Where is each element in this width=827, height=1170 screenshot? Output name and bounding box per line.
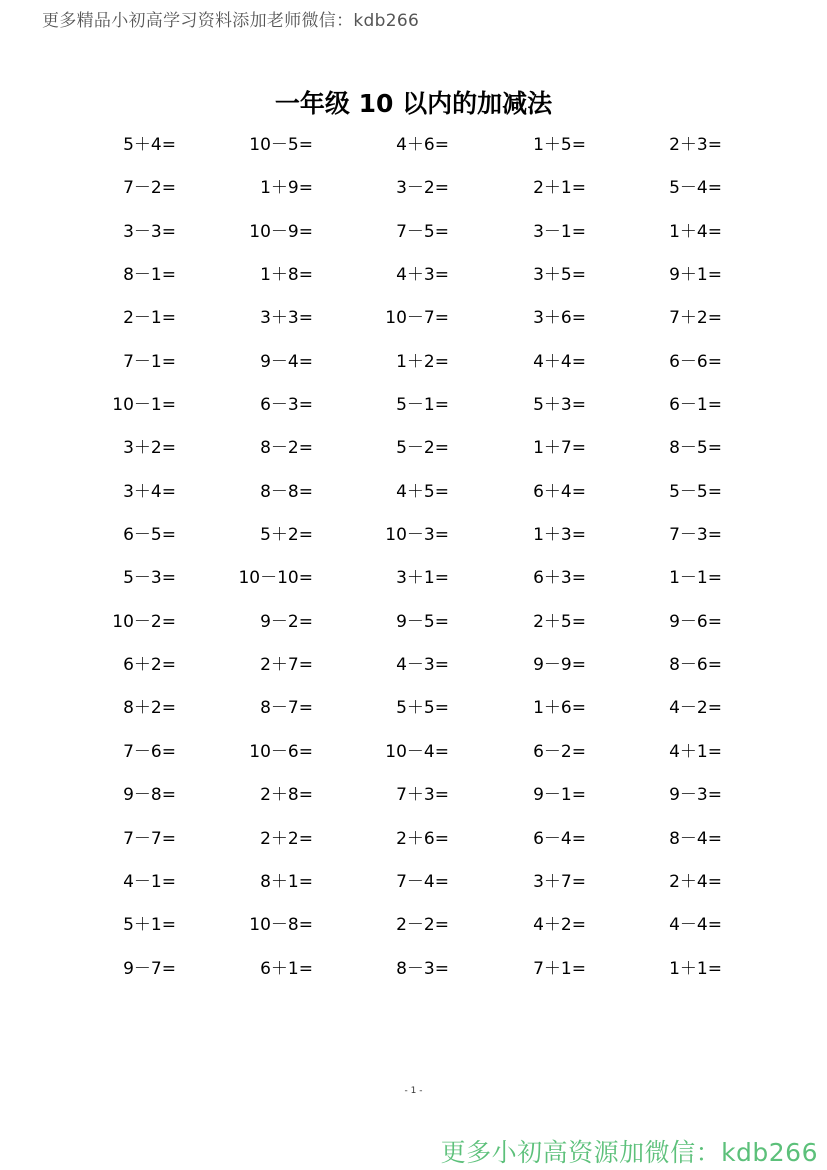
exercise-item: 4－4= [669,915,722,936]
exercise-item: 10－8= [249,915,313,936]
exercise-item: 1＋3= [533,525,586,546]
exercise-item: 2＋1= [533,178,586,199]
exercise-item: 2－2= [396,915,449,936]
exercise-row [0,175,827,218]
exercise-item: 9－3= [669,785,722,806]
exercise-item: 1＋6= [533,698,586,719]
exercise-item: 8－1= [123,265,176,286]
exercise-item: 7－4= [396,871,449,892]
exercise-item: 8－8= [260,481,313,502]
exercise-row [0,132,827,175]
exercise-row [0,262,827,305]
exercise-item: 3＋4= [123,481,176,502]
exercise-item: 3－2= [396,178,449,199]
exercise-item: 6＋1= [260,958,313,979]
exercise-item: 9－9= [533,655,586,676]
exercise-row [0,652,827,695]
exercise-item: 2＋2= [260,828,313,849]
exercise-item: 4＋5= [396,481,449,502]
exercise-item: 4＋3= [396,265,449,286]
exercise-item: 3＋3= [260,308,313,329]
exercise-item: 2＋4= [669,871,722,892]
exercise-row [0,869,827,912]
exercise-item: 6－6= [669,351,722,372]
exercise-item: 1－1= [669,568,722,589]
exercise-row [0,219,827,262]
exercise-row [0,782,827,825]
exercise-item: 2＋5= [533,611,586,632]
exercise-item: 7＋2= [669,308,722,329]
exercise-item: 5－5= [669,481,722,502]
exercise-item: 9－2= [260,611,313,632]
exercise-item: 10－10= [238,568,313,589]
exercise-row [0,305,827,348]
exercise-item: 1＋5= [533,135,586,155]
exercise-item: 9－1= [533,785,586,806]
exercise-item: 5－1= [396,395,449,416]
exercise-item: 9＋1= [669,265,722,286]
exercise-row [0,349,827,392]
exercise-row [0,565,827,608]
exercise-row [0,609,827,652]
exercise-item: 4－2= [669,698,722,719]
exercise-item: 5＋2= [260,525,313,546]
exercise-item: 7－7= [123,828,176,849]
exercise-item: 3＋7= [533,871,586,892]
exercise-item: 8－7= [260,698,313,719]
exercise-row [0,956,827,999]
exercise-item: 5＋4= [123,135,176,155]
exercise-item: 6＋2= [123,655,176,676]
exercise-item: 4－1= [123,871,176,892]
exercise-item: 8－2= [260,438,313,459]
exercise-row [0,695,827,738]
exercise-row [0,392,827,435]
page-number: - 1 - [404,1086,423,1096]
exercise-item: 2＋8= [260,785,313,806]
exercise-item: 6－2= [533,741,586,762]
exercise-item: 10－4= [385,741,449,762]
exercise-item: 4＋6= [396,135,449,155]
exercise-item: 4＋2= [533,915,586,936]
exercise-item: 2＋7= [260,655,313,676]
exercise-item: 9－8= [123,785,176,806]
exercise-row [0,479,827,522]
exercise-item: 5＋1= [123,915,176,936]
exercise-item: 6＋4= [533,481,586,502]
exercise-item: 1＋7= [533,438,586,459]
exercise-item: 5－2= [396,438,449,459]
exercise-item: 9－5= [396,611,449,632]
exercise-item: 7－6= [123,741,176,762]
exercise-item: 10－2= [112,611,176,632]
exercise-item: 2＋3= [669,135,722,155]
exercise-row [0,522,827,565]
exercise-item: 1＋4= [669,221,722,242]
exercise-item: 10－7= [385,308,449,329]
exercise-item: 8－6= [669,655,722,676]
exercise-row [0,435,827,478]
exercise-item: 4＋4= [533,351,586,372]
exercise-item: 3－1= [533,221,586,242]
exercise-item: 8－3= [396,958,449,979]
exercise-item: 7＋3= [396,785,449,806]
exercise-item: 8－4= [669,828,722,849]
exercise-item: 4－3= [396,655,449,676]
exercise-item: 6＋3= [533,568,586,589]
exercise-item: 5－3= [123,568,176,589]
exercise-item: 7－1= [123,351,176,372]
exercise-item: 3＋1= [396,568,449,589]
exercise-item: 6－4= [533,828,586,849]
exercise-item: 8＋2= [123,698,176,719]
exercise-row [0,739,827,782]
exercise-grid [0,132,827,999]
page-footer-note: 更多小初高资源加微信：kdb266 [440,1138,818,1167]
exercise-item: 10－5= [249,135,313,155]
exercise-item: 7－5= [396,221,449,242]
exercise-item: 10－3= [385,525,449,546]
exercise-item: 7＋1= [533,958,586,979]
exercise-item: 7－2= [123,178,176,199]
exercise-item: 3＋6= [533,308,586,329]
exercise-row [0,912,827,955]
exercise-item: 8＋1= [260,871,313,892]
exercise-item: 3－3= [123,221,176,242]
exercise-item: 6－3= [260,395,313,416]
exercise-item: 7－3= [669,525,722,546]
exercise-item: 10－6= [249,741,313,762]
exercise-item: 10－1= [112,395,176,416]
exercise-item: 1＋8= [260,265,313,286]
exercise-item: 1＋2= [396,351,449,372]
exercise-item: 5＋3= [533,395,586,416]
exercise-item: 9－4= [260,351,313,372]
exercise-item: 1＋1= [669,958,722,979]
exercise-row [0,826,827,869]
page-header-note: 更多精品小初高学习资料添加老师微信：kdb266 [42,11,420,31]
exercise-item: 9－6= [669,611,722,632]
exercise-item: 3＋5= [533,265,586,286]
exercise-item: 9－7= [123,958,176,979]
exercise-item: 8－5= [669,438,722,459]
exercise-item: 10－9= [249,221,313,242]
page-title: 一年级 10 以内的加减法 [274,89,553,118]
exercise-item: 2－1= [123,308,176,329]
exercise-item: 5－4= [669,178,722,199]
exercise-item: 3＋2= [123,438,176,459]
exercise-item: 1＋9= [260,178,313,199]
exercise-item: 6－5= [123,525,176,546]
exercise-item: 5＋5= [396,698,449,719]
exercise-item: 2＋6= [396,828,449,849]
exercise-item: 4＋1= [669,741,722,762]
exercise-item: 6－1= [669,395,722,416]
